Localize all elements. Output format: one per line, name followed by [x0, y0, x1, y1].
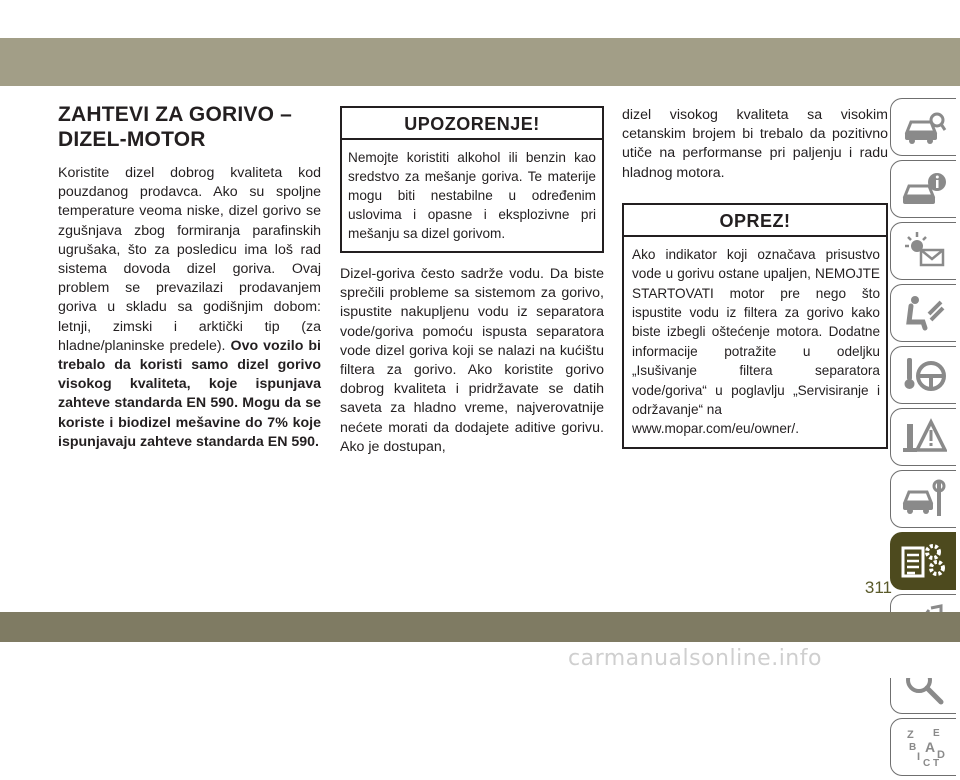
warning-box: [340, 106, 604, 253]
caution-title: OPREZ!: [624, 205, 886, 237]
index-letter: D: [936, 749, 945, 761]
roadside-warning-icon: [901, 416, 947, 458]
steering-wheel-key-icon: [901, 354, 947, 396]
tab-car-tools[interactable]: [890, 470, 956, 528]
column-left: [58, 102, 321, 452]
index-letter: I: [916, 751, 920, 763]
warning-title: UPOZORENJE!: [342, 108, 602, 140]
tab-roadside[interactable]: [890, 408, 956, 466]
page-title: ZAHTEVI ZA GORIVO – DIZEL-MOTOR: [58, 103, 293, 151]
index-letter: E: [932, 728, 940, 739]
car-tools-icon: [901, 478, 947, 520]
tab-steering-wheel[interactable]: [890, 346, 956, 404]
water-paragraph: Dizel-goriva često sadrže vodu. Da biste sprečili probleme sa sistemom za gorivo, ispustite nakupljenu vodu iz separatora vode/goriva pomoću ispusta separatora vode dizel goriva koji se nalazi na kućištu filtera za gorivo. Ako koristite gorivo dobrog kvaliteta i pridržavate se datih saveta za hladno vreme, najverovatnije nećete morati da dodajete aditive gorivu. Ako je dostupan,: [340, 266, 604, 455]
index-letter: B: [908, 742, 916, 753]
tab-car-search[interactable]: [890, 98, 956, 156]
warning-body: Nemojte koristiti alkohol ili benzin kao sredstvo za mešanje goriva. Te materije mogu biti nestabilne u određenim uslovima i opasne i eksplozivne pri mešanju sa dizel gorivom.: [348, 150, 596, 241]
watermark: carmanualsonline.info: [568, 646, 822, 671]
caution-box: [622, 203, 888, 449]
warning-lights-message-icon: [901, 230, 947, 272]
intro-paragraph: [58, 164, 321, 452]
index-letter: Z: [906, 729, 914, 741]
tab-specifications[interactable]: [890, 532, 956, 590]
mopar-link: www.mopar.com/eu/owner/.: [632, 421, 799, 437]
index-letter: T: [932, 758, 939, 768]
index-letter: A: [924, 739, 935, 755]
car-search-icon: [901, 106, 947, 148]
specifications-gears-icon: [901, 540, 947, 582]
alphabet-index-icon: [901, 726, 947, 768]
cetane-paragraph: dizel visokog kvaliteta sa visokim cetanskim brojem bi trebalo da pozitivno utiče na performanse pri paljenju i radu hladnog motora.: [622, 107, 888, 181]
bold-requirement-text: Ovo vozilo bi trebalo da koristi samo dizel gorivo visokog kvaliteta, koje ispunjava zahteve standarda EN 590. Mogu da se koriste i biodizel mešavine do 7% koje ispunjavaju zahteve standarda EN 590.: [58, 337, 321, 450]
header-band: [0, 38, 960, 86]
tab-seat-airbag[interactable]: [890, 284, 956, 342]
footer-band: [0, 612, 960, 642]
tab-index[interactable]: [890, 718, 956, 776]
index-letter: C: [922, 758, 930, 768]
caution-text: Ako indikator koji označava prisustvo vode u gorivu ostane upaljen, NEMOJTE STARTOVATI motor pre nego što ispustite vodu iz filtera za gorivo kako biste izbegli oštećenje motora. Dodatne informacije potražite u odeljku „Isušivanje filtera separatora vode/goriva“ u poglavlju „Servisiranje i održavanje“ na: [632, 246, 880, 418]
column-right: [622, 106, 888, 449]
page-number: 311: [864, 578, 892, 597]
seat-airbag-icon: [901, 292, 947, 334]
tab-car-info[interactable]: [890, 160, 956, 218]
column-middle: [340, 106, 604, 457]
caution-body: [624, 237, 886, 447]
tab-warning-lights[interactable]: [890, 222, 956, 280]
car-info-icon: [901, 168, 947, 210]
intro-text: Koristite dizel dobrog kvaliteta kod pouzdanog prodavca. Ako su spoljne temperature veoma niske, dizel gorivo se zgušnjava zbog formiranja parafinskih ugrušaka, što za posledicu ima loš rad sistema dovoda dizel goriva. Ovaj problem se prevazilazi prodavanjem goriva u skladu sa godišnjim dobom: letnji, zimski i arktički tip (za hladne/planinske predele).: [58, 165, 321, 354]
